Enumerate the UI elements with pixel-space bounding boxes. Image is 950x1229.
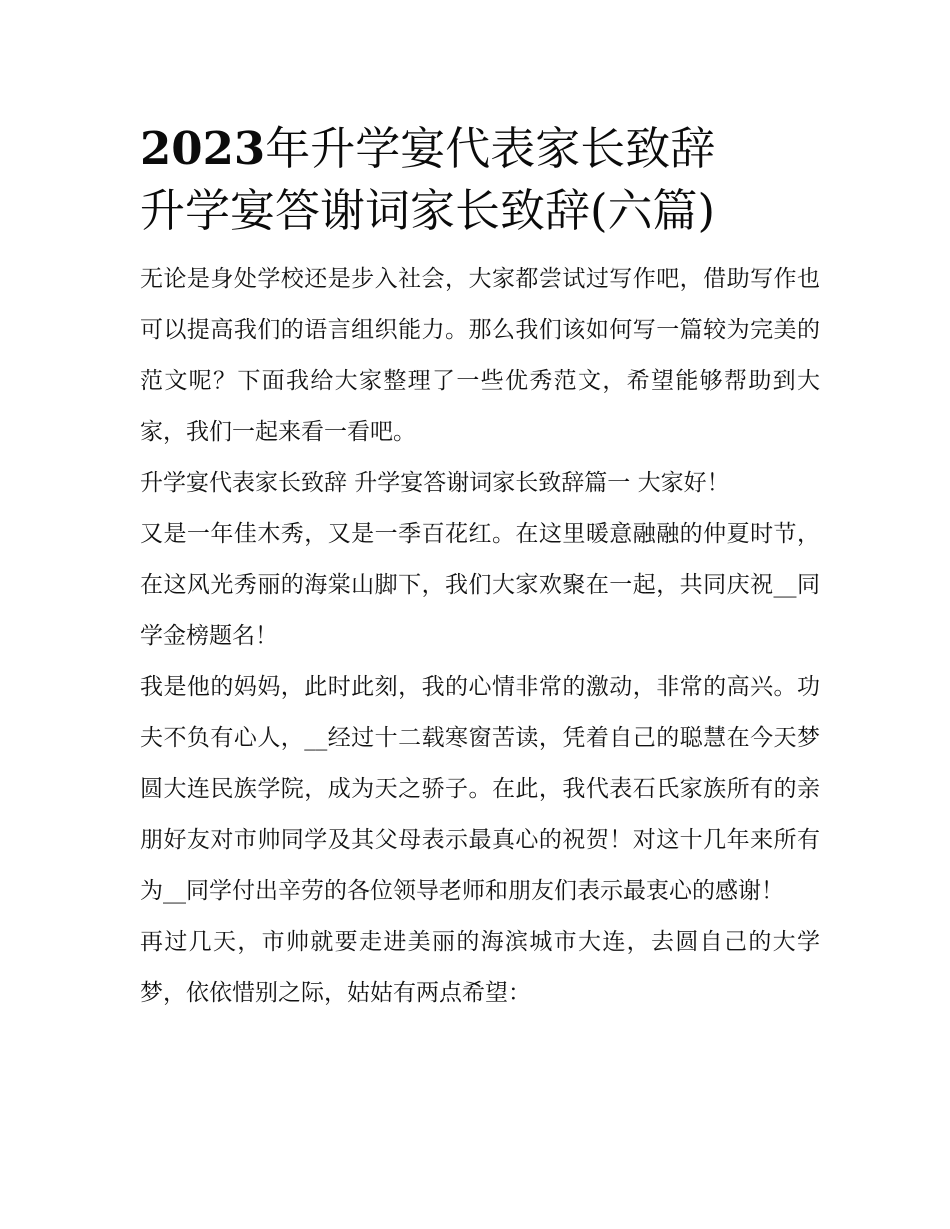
paragraph-hopes: 再过几天，市帅就要走进美丽的海滨城市大连，去圆自己的大学梦，依依惜别之际，姑姑有两点希望：: [140, 929, 820, 1006]
title-line-1: [140, 118, 820, 180]
title-line-1-text: 年升学宴代表家长致辞: [265, 122, 716, 175]
document-title: [140, 118, 820, 242]
title-year: 2023: [140, 122, 266, 175]
paragraph-speech: 我是他的妈妈，此时此刻，我的心情非常的激动，非常的高兴。功夫不负有心人，__经过十二载寒窗苦读，凭着自己的聪慧在今天梦圆大连民族学院，成为天之骄子。在此，我代表石氏家族所有的亲朋好友对市帅同学及其父母表示最真心的祝贺！对这十几年来所有为__同学付出辛劳的各位领导老师和朋友们表示最衷心的感谢！: [140, 674, 820, 904]
document-body: [140, 254, 820, 1019]
paragraph-greeting: 又是一年佳木秀，又是一季百花红。在这里暖意融融的仲夏时节，在这风光秀丽的海棠山脚下，我们大家欢聚在一起，共同庆祝__同学金榜题名！: [140, 521, 820, 649]
document-content: [140, 118, 820, 1019]
paragraph-heading: 升学宴代表家长致辞 升学宴答谢词家长致辞篇一 大家好！: [140, 470, 730, 496]
paragraph-intro: 无论是身处学校还是步入社会，大家都尝试过写作吧，借助写作也可以提高我们的语言组织能力。那么我们该如何写一篇较为完美的范文呢？下面我给大家整理了一些优秀范文，希望能够帮助到大家，我们一起来看一看吧。: [140, 266, 820, 445]
title-line-2: 升学宴答谢词家长致辞(六篇): [140, 184, 716, 237]
